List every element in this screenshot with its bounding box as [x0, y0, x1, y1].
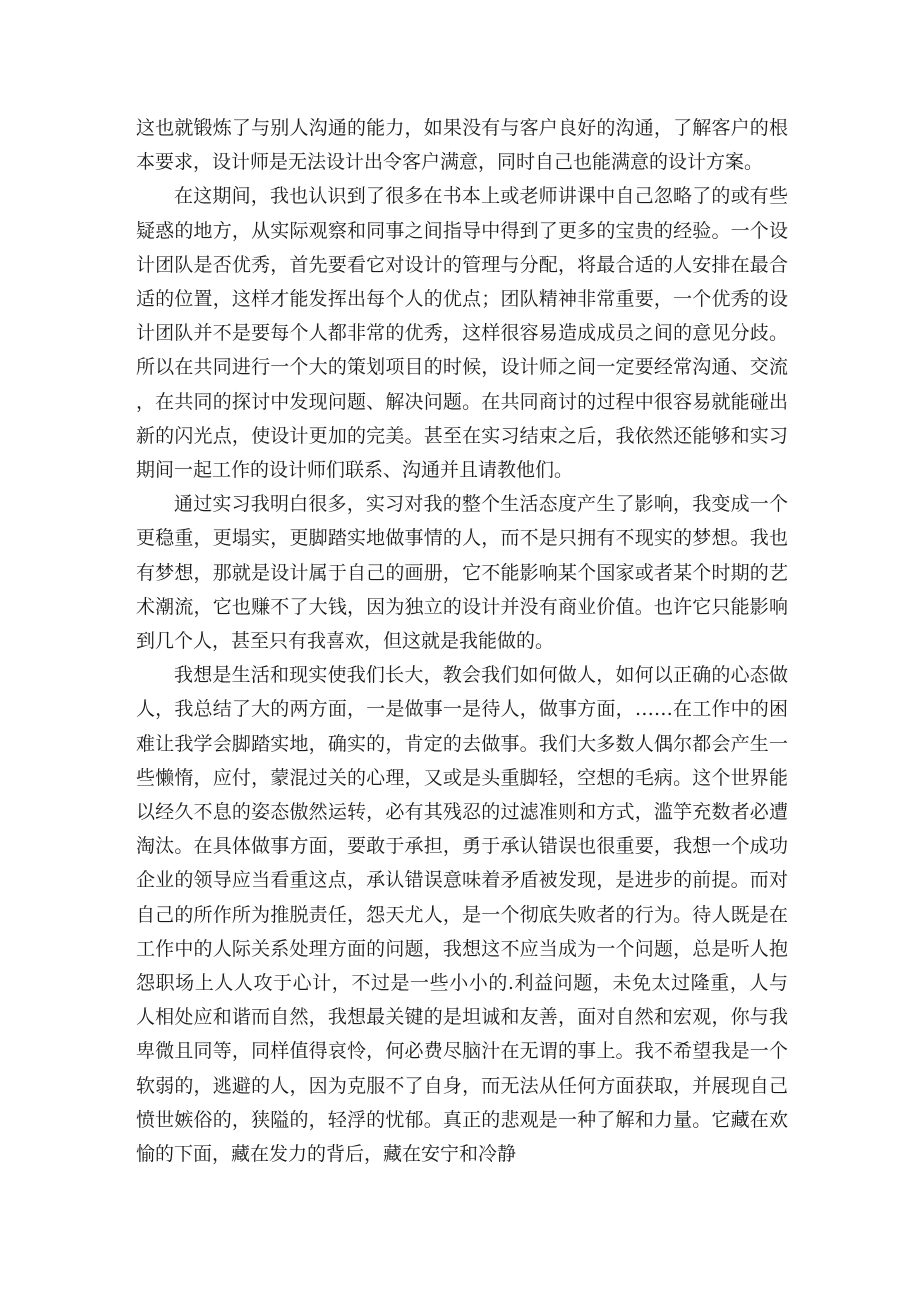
paragraph-2: 在这期间，我也认识到了很多在书本上或老师讲课中自己忽略了的或有些疑惑的地方，从实际观察和同事之间指导中得到了更多的宝贵的经验。一个设计团队是否优秀，首先要看它对设计的管理与分配，将最合适的人安排在最合适的位置，这样才能发挥出每个人的优点；团队精神非常重要，一个优秀的设计团队并不是要每个人都非常的优秀，这样很容易造成成员之间的意见分歧。所以在共同进行一个大的策划项目的时候，设计师之间一定要经常沟通、交流，在共同的探讨中发现问题、解决问题。在共同商讨的过程中很容易就能碰出新的闪光点，使设计更加的完美。甚至在实习结束之后，我依然还能够和实习期间一起工作的设计师们联系、沟通并且请教他们。 [136, 185, 788, 482]
paragraph-3: 通过实习我明白很多，实习对我的整个生活态度产生了影响，我变成一个更稳重，更塌实，更脚踏实地做事情的人，而不是只拥有不现实的梦想。我也有梦想，那就是设计属于自己的画册，它不能影响某个国家或者某个时期的艺术潮流，它也赚不了大钱，因为独立的设计并没有商业价值。也许它只能影响到几个人，甚至只有我喜欢，但这就是我能做的。 [136, 493, 788, 653]
paragraph-1: 这也就锻炼了与别人沟通的能力，如果没有与客户良好的沟通，了解客户的根本要求，设计师是无法设计出令客户满意，同时自己也能满意的设计方案。 [136, 117, 788, 174]
paragraph-4: 我想是生活和现实使我们长大，教会我们如何做人，如何以正确的心态做人，我总结了大的两方面，一是做事一是待人，做事方面，……在工作中的困难让我学会脚踏实地，确实的，肯定的去做事。我们大多数人偶尔都会产生一些懒惰，应付，蒙混过关的心理，又或是头重脚轻，空想的毛病。这个世界能以经久不息的姿态傲然运转，必有其残忍的过滤准则和方式，滥竽充数者必遭淘汰。在具体做事方面，要敢于承担，勇于承认错误也很重要，我想一个成功企业的领导应当看重这点，承认错误意味着矛盾被发现，是进步的前提。而对自己的所作所为推脱责任，怨天尤人，是一个彻底失败者的行为。待人既是在工作中的人际关系处理方面的问题，我想这不应当成为一个问题，总是听人抱怨职场上人人攻于心计，不过是一些小小的.利益问题，未免太过隆重，人与人相处应和谐而自然，我想最关键的是坦诚和友善，面对自然和宏观，你与我卑微且同等，同样值得哀怜，何必费尽脑汁在无谓的事上。我不希望我是一个软弱的，逃避的人，因为克服不了自身，而无法从任何方面获取，并展现自己愤世嫉俗的，狭隘的，轻浮的忧郁。真正的悲观是一种了解和力量。它藏在欢愉的下面，藏在发力的背后，藏在安宁和冷静 [136, 664, 788, 1166]
document-body [136, 111, 788, 1171]
